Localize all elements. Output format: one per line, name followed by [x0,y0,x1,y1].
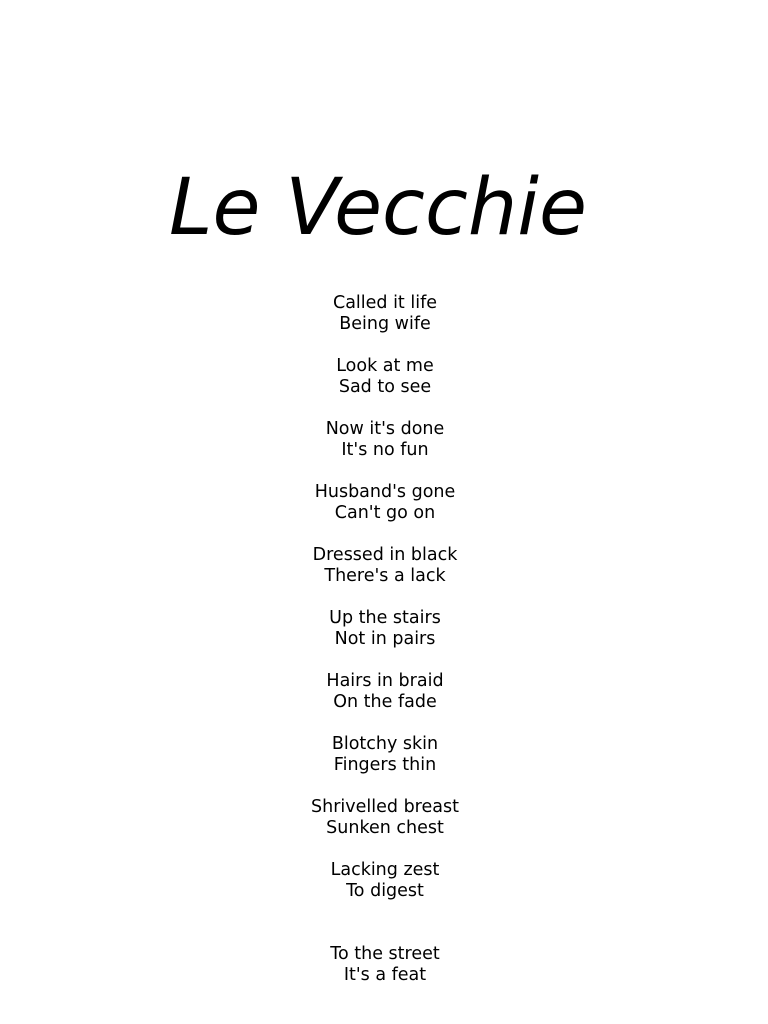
poem-line: Shrivelled breast [311,797,459,817]
stanza-10 [0,860,768,902]
poem-line: Called it life [332,293,438,313]
poem-line: Not in pairs [334,629,436,649]
stanza-11 [0,944,768,986]
poem-line: Being wife [339,314,431,334]
stanza-8 [0,734,768,776]
poem-line: To the street [330,944,440,964]
stanza-3 [0,419,768,461]
poem-line: There's a lack [324,566,446,586]
poem-line: Look at me [336,356,434,376]
stanza-4 [0,482,768,524]
poem-line: Fingers thin [333,755,437,775]
stanza-9 [0,797,768,839]
poem-line: To digest [346,881,424,901]
poem-line: Dressed in black [312,545,458,565]
poem-body [0,293,768,1007]
poem-line: Lacking zest [330,860,440,880]
poem-line: Now it's done [325,419,445,439]
poem-line: Up the stairs [329,608,441,628]
poem-line: Husband's gone [314,482,456,502]
poem-line: Sad to see [338,377,432,397]
stanza-6 [0,608,768,650]
poem-line: Sunken chest [326,818,444,838]
poem-line: It's a feat [343,965,427,985]
poem-title: Le Vecchie [169,163,587,253]
stanza-7 [0,671,768,713]
poem-line: It's no fun [341,440,429,460]
poem-line: Blotchy skin [331,734,439,754]
stanza-5 [0,545,768,587]
poem-line: Can't go on [334,503,436,523]
stanza-2 [0,356,768,398]
stanza-1 [0,293,768,335]
poem-line: On the fade [333,692,437,712]
poem-line: Hairs in braid [326,671,444,691]
